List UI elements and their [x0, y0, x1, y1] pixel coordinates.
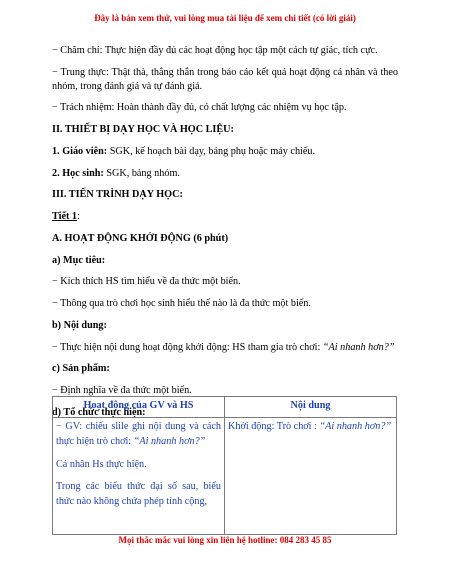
- teacher-text: SGK, kế hoạch bài dạy, bảng phụ hoặc máy chiếu.: [107, 145, 316, 157]
- teacher-equipment: [52, 145, 398, 159]
- question-text: Trong các biểu thức đại số sau, biểu thức nào không chứa phép tính cộng,: [56, 481, 221, 508]
- document-body: [52, 44, 398, 428]
- gv-game-name: “Ai nhanh hơn?”: [133, 435, 206, 447]
- preview-banner: Đây là bản xem thử, vui lòng mua tài liệu để xem chi tiết (có lời giải): [94, 13, 356, 23]
- content-game-name: “Ai nhanh hơn?”: [322, 341, 395, 353]
- student-action: Cá nhân Hs thực hiện.: [56, 458, 147, 470]
- lesson-heading: [52, 210, 398, 224]
- quality-responsibility: − Trách nhiệm: Hoàn thành đầy đủ, có chất lượng các nhiệm vụ học tập.: [52, 102, 347, 114]
- table-cell-activity: [53, 418, 225, 535]
- hotline-banner: Mọi thắc mắc vui lòng xin liên hệ hotline: 084 283 45 85: [118, 535, 332, 545]
- quality-diligence: − Chăm chỉ: Thực hiện đầy đủ các hoạt động học tập một cách tự giác, tích cực.: [52, 45, 378, 56]
- table-cell-content: [225, 418, 397, 535]
- gv-instruction-text: − GV: chiếu slile ghi nội dung và cách thực hiện trò chơi:: [56, 421, 221, 447]
- student-text: SGK, bảng nhóm.: [103, 167, 180, 179]
- section-process-heading: III. TIẾN TRÌNH DẠY HỌC:: [52, 189, 183, 201]
- goal-item-2: − Thông qua trò chơi học sinh hiểu thế nào là đa thức một biến.: [52, 298, 311, 310]
- table-header-content: Nội dung: [225, 397, 397, 418]
- quality-honesty: − Trung thực: Thật thà, thẳng thắn trong báo cáo kết quả hoạt động cá nhân và theo nhóm, trong đánh giá và tự đánh giá.: [52, 66, 398, 92]
- content-text: [52, 341, 398, 355]
- goal-heading: a) Mục tiêu:: [52, 254, 106, 266]
- warmup-game-name: “Ai nhanh hơn?”: [319, 421, 392, 432]
- student-equipment: [52, 167, 398, 181]
- warmup-label: Khởi động: Trò chơi :: [228, 421, 320, 432]
- student-label: 2. Học sinh:: [52, 167, 104, 179]
- section-equipment-heading: II. THIẾT BỊ DẠY HỌC VÀ HỌC LIỆU:: [52, 124, 234, 136]
- activity-table: [52, 396, 397, 535]
- activity-heading: A. HOẠT ĐỘNG KHỞI ĐỘNG (6 phút): [52, 232, 229, 244]
- product-text: − Định nghĩa về đa thức một biến.: [52, 385, 192, 397]
- teacher-label: 1. Giáo viên:: [52, 145, 108, 157]
- content-heading: b) Nội dung:: [52, 319, 107, 331]
- content-description: − Thực hiện nội dung hoạt động khởi động: HS tham gia trò chơi:: [52, 341, 323, 353]
- product-heading: c) Sản phẩm:: [52, 363, 110, 375]
- lesson-colon: :: [77, 211, 80, 223]
- table-header-row: [53, 397, 397, 418]
- gv-instruction: [56, 420, 221, 450]
- lesson-label: Tiết 1: [52, 211, 77, 223]
- table-header-activity: Hoạt động của GV và HS: [53, 397, 225, 418]
- organization-heading: d) Tổ chức thực hiện:: [52, 407, 146, 419]
- table-row: [53, 418, 397, 535]
- goal-item-1: − Kích thích HS tìm hiểu về đa thức một biến.: [52, 276, 241, 288]
